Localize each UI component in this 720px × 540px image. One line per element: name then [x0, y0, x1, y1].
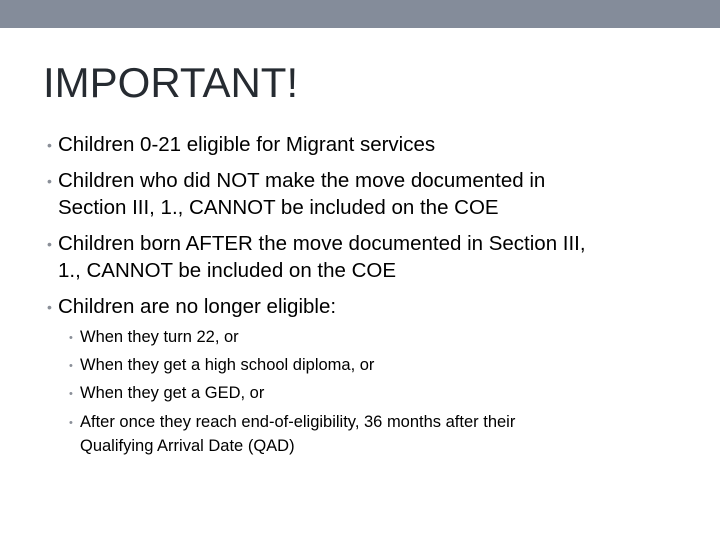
sub-bullet-text: When they get a high school diploma, or	[80, 356, 375, 374]
sub-bullet-text: When they turn 22, or	[80, 328, 239, 346]
bullet-icon: •	[47, 236, 52, 252]
bullet-text: Children 0-21 eligible for Migrant services	[58, 133, 436, 156]
sub-bullet-icon: •	[69, 332, 73, 344]
bullet-text: Children are no longer eligible:	[58, 295, 337, 318]
top-banner	[0, 0, 720, 28]
sub-bullet-icon: •	[69, 417, 73, 429]
sub-bullet-text: When they get a GED, or	[80, 384, 265, 402]
bullet-icon: •	[47, 173, 52, 189]
sub-bullet-text: After once they reach end-of-eligibility, 36 months after their	[80, 413, 516, 431]
bullet-text: Children who did NOT make the move documented in	[58, 169, 546, 192]
sub-bullet-icon: •	[69, 388, 73, 400]
sub-bullet-text: Qualifying Arrival Date (QAD)	[80, 437, 295, 455]
sub-bullet-icon: •	[69, 360, 73, 372]
slide-title: IMPORTANT!	[43, 59, 299, 106]
bullet-text: Children born AFTER the move documented in Section III,	[58, 232, 586, 255]
bullet-text: Section III, 1., CANNOT be included on the COE	[58, 196, 499, 219]
bullet-icon: •	[47, 137, 52, 153]
bullet-icon: •	[47, 299, 52, 315]
bullet-text: 1., CANNOT be included on the COE	[58, 259, 397, 282]
